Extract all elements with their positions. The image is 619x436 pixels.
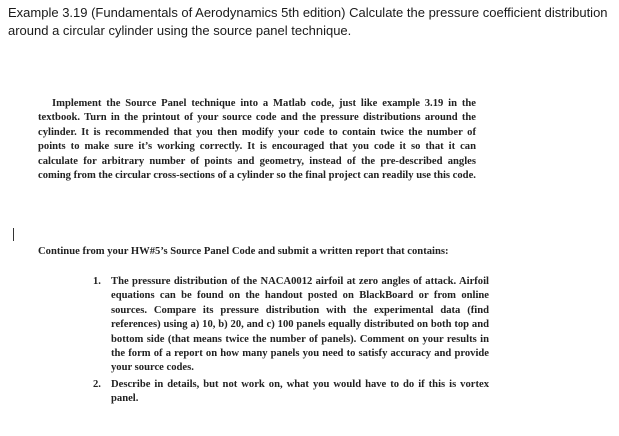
list-item-number: 1. (93, 276, 101, 287)
list-item-text: The pressure distribution of the NACA0012 airfoil at zero angles of attack. Airfoil equations can be found on the handout posted on BlackBoard or from online sources. Compare its pressure distribution with the experimental data (find references) using a) 10, b) 20, and c) 100 panels equally distributed on both top and bottom side (that means twice the number of panels). Comment on your results in the form of a report on how many panels you need to satisfy accuracy and provide your source codes. (111, 276, 489, 374)
problem-header: Example 3.19 (Fundamentals of Aerodynamics 5th edition) Calculate the pressure coefficient distribution around a circular cylinder using the source panel technique. (8, 5, 608, 38)
instructions-paragraph (38, 97, 476, 183)
list-item (93, 275, 489, 376)
requirements-list (93, 275, 489, 409)
continuation-intro: Continue from your HW#5’s Source Panel Code and submit a written report that contains: (38, 246, 449, 257)
list-item-number: 2. (93, 378, 101, 390)
text-cursor (13, 228, 14, 241)
list-item (93, 378, 489, 407)
instructions-text: Implement the Source Panel technique into a Matlab code, just like example 3.19 in the textbook. Turn in the printout of your source code and the pressure distributions around the cylinder. It is recommended that you then modify your code to contain twice the number of points to make sure it’s working correctly. It is encouraged that you code it so that it can calculate for arbitrary number of points and geometry, instead of the pre-described angles coming from the circular cross-sections of a cylinder so the final project can readily use this code. (38, 98, 476, 182)
list-item-text: Describe in details, but not work on, what you would have to do if this is vortex panel. (111, 378, 489, 405)
